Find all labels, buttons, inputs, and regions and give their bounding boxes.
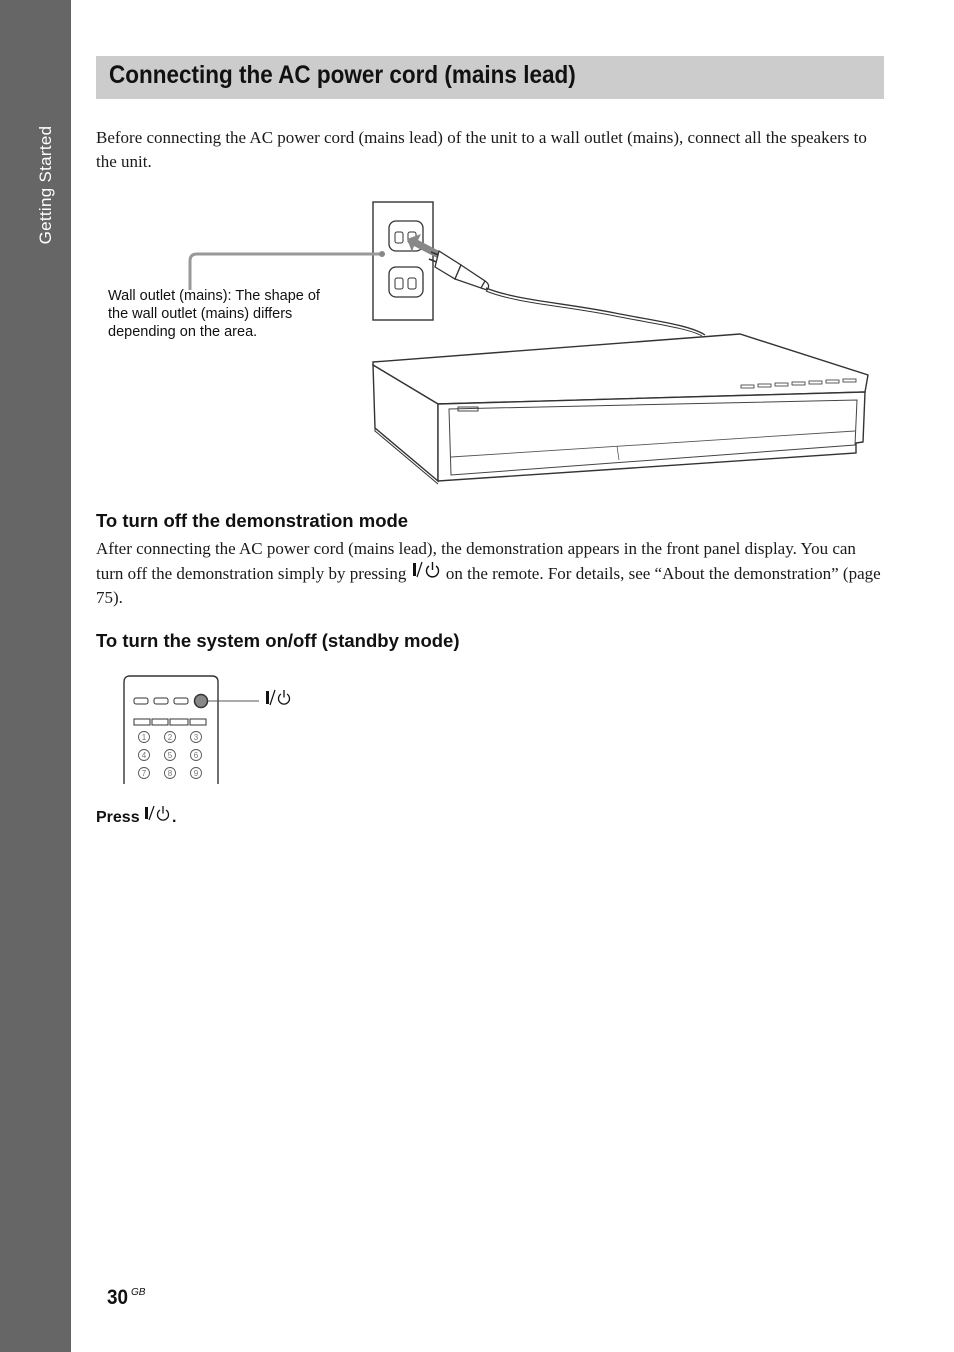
demo-text-after: on the remote. For details, see “About the demonstration” (page 75). [96, 564, 881, 607]
remote-number-label: 2 [167, 733, 173, 742]
remote-number-label: 1 [141, 733, 147, 742]
demo-mode-paragraph [96, 537, 886, 610]
page-number: 30 [107, 1286, 129, 1309]
remote-power-label [265, 689, 293, 712]
demo-text-before: After connecting the AC power cord (mains lead), the demonstration appears in the front panel display. You can turn off the demonstration simply by pressing [96, 539, 856, 583]
remote-number-label: 6 [193, 751, 199, 760]
receiver-unit-illustration [373, 334, 868, 484]
wall-outlet-icon [373, 202, 433, 320]
power-standby-icon [144, 805, 172, 827]
power-plug-icon [429, 251, 489, 290]
remote-control-illustration [118, 672, 263, 786]
standby-mode-heading: To turn the system on/off (standby mode) [96, 630, 460, 651]
remote-number-label: 4 [141, 751, 147, 760]
page-number-suffix: GB [131, 1287, 146, 1298]
press-label: Press [96, 809, 145, 826]
remote-number-label: 9 [193, 769, 199, 778]
side-tab-label: Getting Started [36, 125, 55, 245]
side-tab [0, 0, 71, 1352]
intro-paragraph: Before connecting the AC power cord (mains lead) of the unit to a wall outlet (mains), connect all the speakers to the unit. [96, 128, 867, 171]
power-standby-icon [411, 561, 442, 586]
demo-mode-heading: To turn off the demonstration mode [96, 510, 409, 531]
press-instruction [96, 805, 177, 827]
remote-number-label: 7 [141, 769, 147, 778]
remote-number-label: 3 [193, 733, 199, 742]
power-standby-icon [265, 689, 293, 712]
section-title-bar [96, 56, 884, 99]
press-suffix: . [172, 809, 177, 826]
wall-outlet-callout: Wall outlet (mains): The shape of the wall outlet (mains) differs depending on the area. [108, 288, 320, 340]
section-title: Connecting the AC power cord (mains lead) [109, 61, 576, 89]
remote-number-label: 5 [167, 751, 173, 760]
remote-number-label: 8 [167, 769, 173, 778]
remote-power-button [195, 695, 208, 708]
